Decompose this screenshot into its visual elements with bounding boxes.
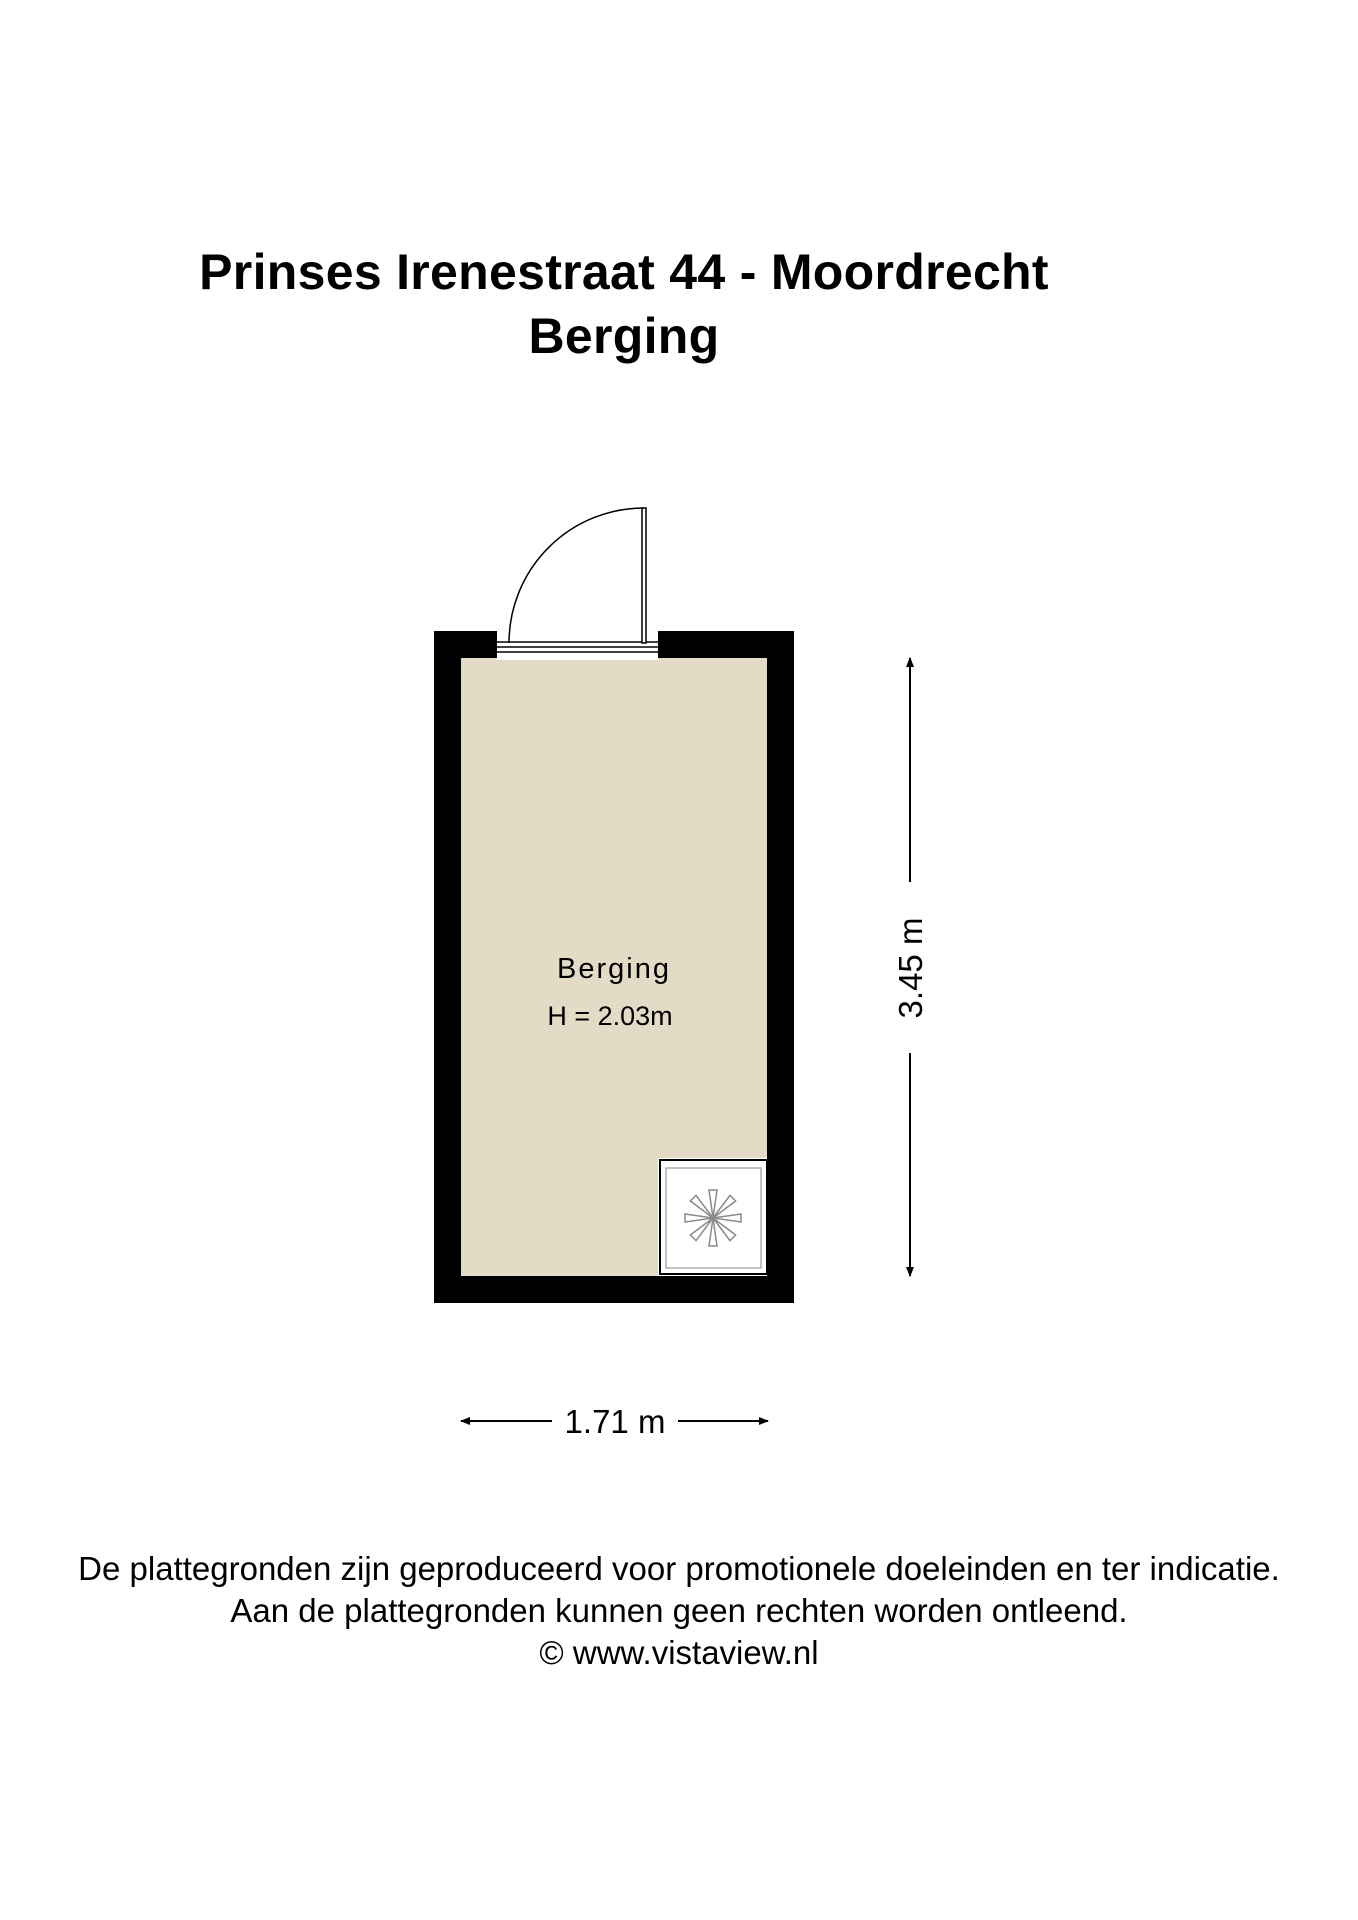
disclaimer <box>0 1548 1358 1674</box>
width-dimension <box>461 1403 768 1440</box>
floor-title: Berging <box>528 308 720 364</box>
disclaimer-line-2: Aan de plattegronden kunnen geen rechten worden ontleend. <box>230 1592 1128 1629</box>
disclaimer-line-1: De plattegronden zijn geproduceerd voor promotionele doeleinden en ter indicatie. <box>78 1550 1280 1587</box>
utility-unit <box>658 1158 767 1276</box>
room-height: H = 2.03m <box>547 1001 673 1031</box>
swing-door-icon <box>496 508 659 660</box>
copyright-line: © www.vistaview.nl <box>539 1634 819 1671</box>
room-name: Berging <box>557 953 671 985</box>
length-label: 3.45 m <box>892 917 929 1019</box>
address-title: Prinses Irenestraat 44 - Moordrecht <box>199 244 1049 300</box>
width-label: 1.71 m <box>564 1403 666 1440</box>
length-dimension <box>892 658 929 1276</box>
